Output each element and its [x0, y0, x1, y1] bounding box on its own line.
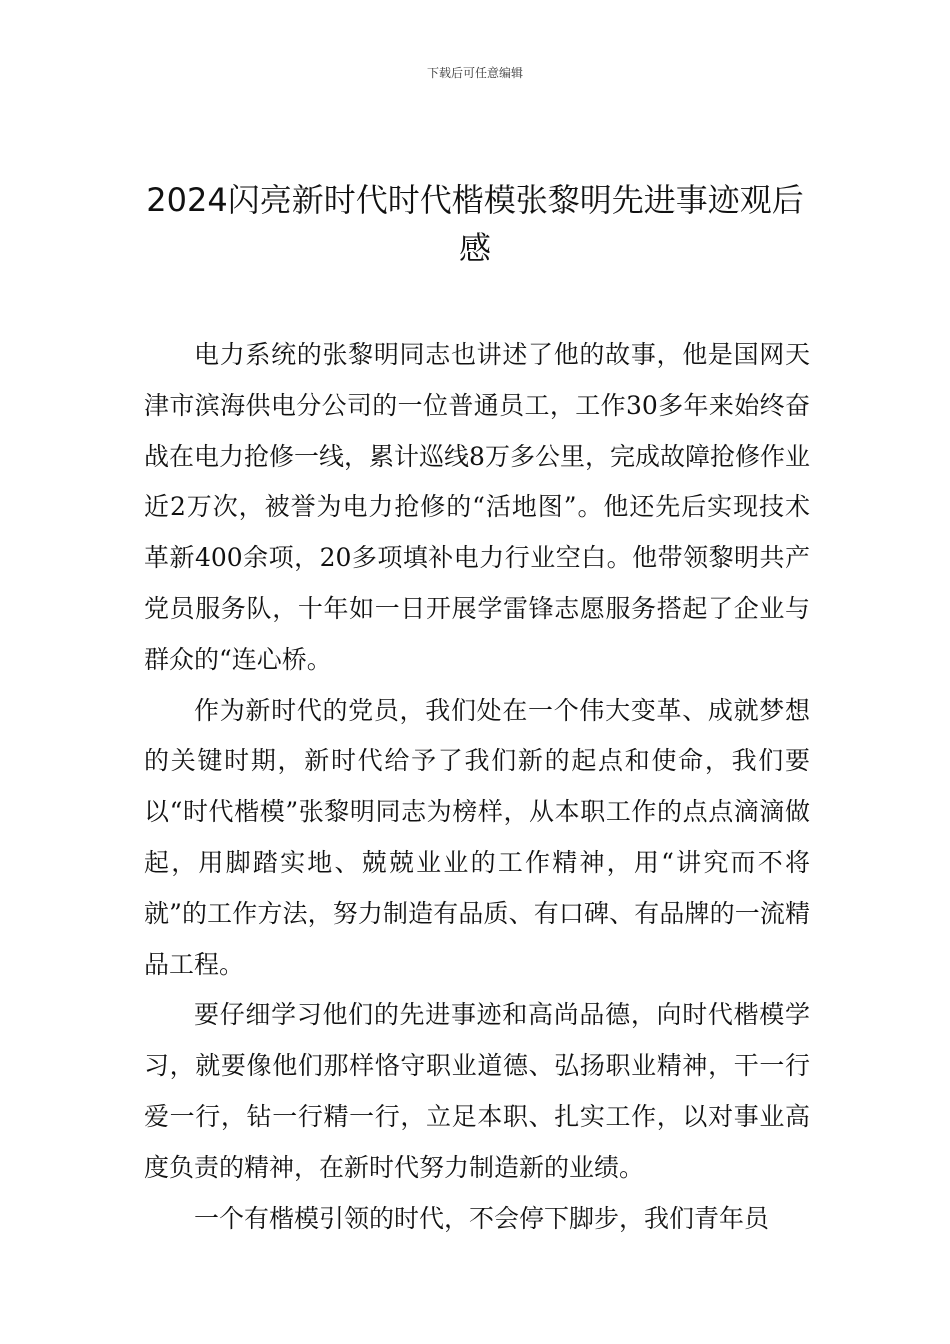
document-title: 2024闪亮新时代时代楷模张黎明先进事迹观后感 — [146, 181, 804, 267]
paragraph: 作为新时代的党员，我们处在一个伟大变革、成就梦想的关键时期，新时代给予了我们新的起点和使命，我们要以“时代楷模”张黎明同志为榜样，从本职工作的点点滴滴做起，用脚踏实地、兢兢业业的工作精神，用“讲究而不将就”的工作方法，努力制造有品质、有口碑、有品牌的一流精品工程。 — [144, 695, 810, 979]
header-note: 下载后可任意编辑 — [426, 66, 523, 80]
paragraph: 要仔细学习他们的先进事迹和高尚品德，向时代楷模学习，就要像他们那样恪守职业道德、弘扬职业精神，干一行爱一行，钻一行精一行，立足本职、扎实工作，以对事业高度负责的精神，在新时代努力制造新的业绩。 — [144, 1000, 810, 1182]
paragraph: 电力系统的张黎明同志也讲述了他的故事，他是国网天津市滨海供电分公司的一位普通员工，工作30多年来始终奋战在电力抢修一线，累计巡线8万多公里，完成故障抢修作业近2万次，被誉为电力抢修的“活地图”。他还先后实现技术革新400余项，20多项填补电力行业空白。他带领黎明共产党员服务队，十年如一日开展学雷锋志愿服务搭起了企业与群众的“连心桥。 — [144, 340, 810, 674]
paragraph: 一个有楷模引领的时代，不会停下脚步，我们青年员 — [194, 1203, 770, 1233]
document-body — [144, 330, 810, 1244]
